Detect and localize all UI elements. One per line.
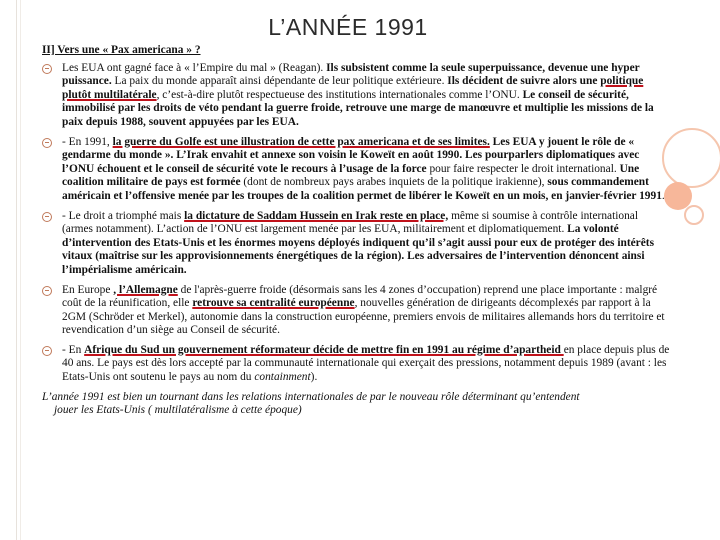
bullet-2: - En 1991, la guerre du Golfe est une illustration de cette pax americana et de ses limites. Les EUA y jouent le rôle de « gendarme du monde ». L’Irak envahit et annexe son voisin le Koweït en août 1990. Les pourparlers diplomatiques avec l’ONU échouent et le conseil de sécurité vote le recours à l’usage de la force pour faire respecter le droit international. Une coalition militaire de pays est formée (dont de nombreux pays arabes inquiets de la politique irakienne), sous commandement américain et l’offensive menée par les troupes de la coalition permet de libérer le Koweït en un mois, en janvier-février 1991. [42, 136, 670, 204]
section-heading: II] Vers une « Pax americana » ? [42, 44, 201, 56]
slide-title [0, 14, 720, 41]
bullet-icon [42, 64, 52, 74]
slide-body [42, 44, 670, 418]
slide-title-text: L’ANNÉE 1991 [268, 14, 428, 40]
frame-line [16, 0, 17, 540]
bullet-icon [42, 346, 52, 356]
decorative-circle-large [662, 128, 720, 188]
frame-line-inner [20, 0, 21, 540]
bullet-icon [42, 286, 52, 296]
bullet-icon [42, 212, 52, 222]
bullet-icon [42, 138, 52, 148]
conclusion: L’année 1991 est bien un tournant dans les relations internationales de par le nouveau rôle déterminant qu’entendent jouer les Etats-Unis ( multilatéralisme à cette époque) [42, 390, 580, 417]
bullet-3: - Le droit a triomphé mais la dictature de Saddam Hussein en Irak reste en place, même si soumise à contrôle international (armes notamment). L’action de l’ONU est largement menée par les EUA, militairement et diplomatiquement. La volonté d’intervention des Etats-Unis et les énormes moyens déployés indiquent qu’il s’agit aussi pour eux de protéger des intérêts vitaux (maîtrise sur les approvisionnements énergétiques de la région). Les adversaires de l’intervention dénoncent ainsi l’impérialisme américain. [42, 210, 670, 278]
bullet-5: - En Afrique du Sud un gouvernement réformateur décide de mettre fin en 1991 au régime d’apartheid en place depuis plus de 40 ans. Le pays est dès lors accepté par la communauté internationale qui exerçait des pressions, notamment depuis 1989 (avant : les Etats-Unis ont soutenu le pays au nom du containment). [42, 344, 670, 385]
bullet-1: Les EUA ont gagné face à « l’Empire du mal » (Reagan). Ils subsistent comme la seule superpuissance, devenue une hyper puissance. La paix du monde apparaît ainsi dépendante de leur politique extérieure. Ils décident de suivre alors une politique plutôt multilatérale, c’est-à-dire plutôt respectueuse des institutions internationales comme l’ONU. Le conseil de sécurité, immobilisé par les droits de véto pendant la guerre froide, retrouve une marge de manœuvre et multiplie les missions de la paix depuis 1988, souvent appuyées par les EUA. [42, 62, 670, 130]
decorative-circle-small [684, 205, 704, 225]
bullet-4: En Europe , l’Allemagne de l'après-guerre froide (désormais sans les 4 zones d’occupation) reprend une place importante : malgré coût de la réunification, elle retrouve sa centralité européenne, nouvelles génération de dirigeants décomplexés par rapport à la 2GM (Schröder et Merkel), autonomie dans la construction européenne, premiers envois de militaires allemands hors du territoire et revendication d’un siège au Conseil de sécurité. [42, 284, 670, 338]
